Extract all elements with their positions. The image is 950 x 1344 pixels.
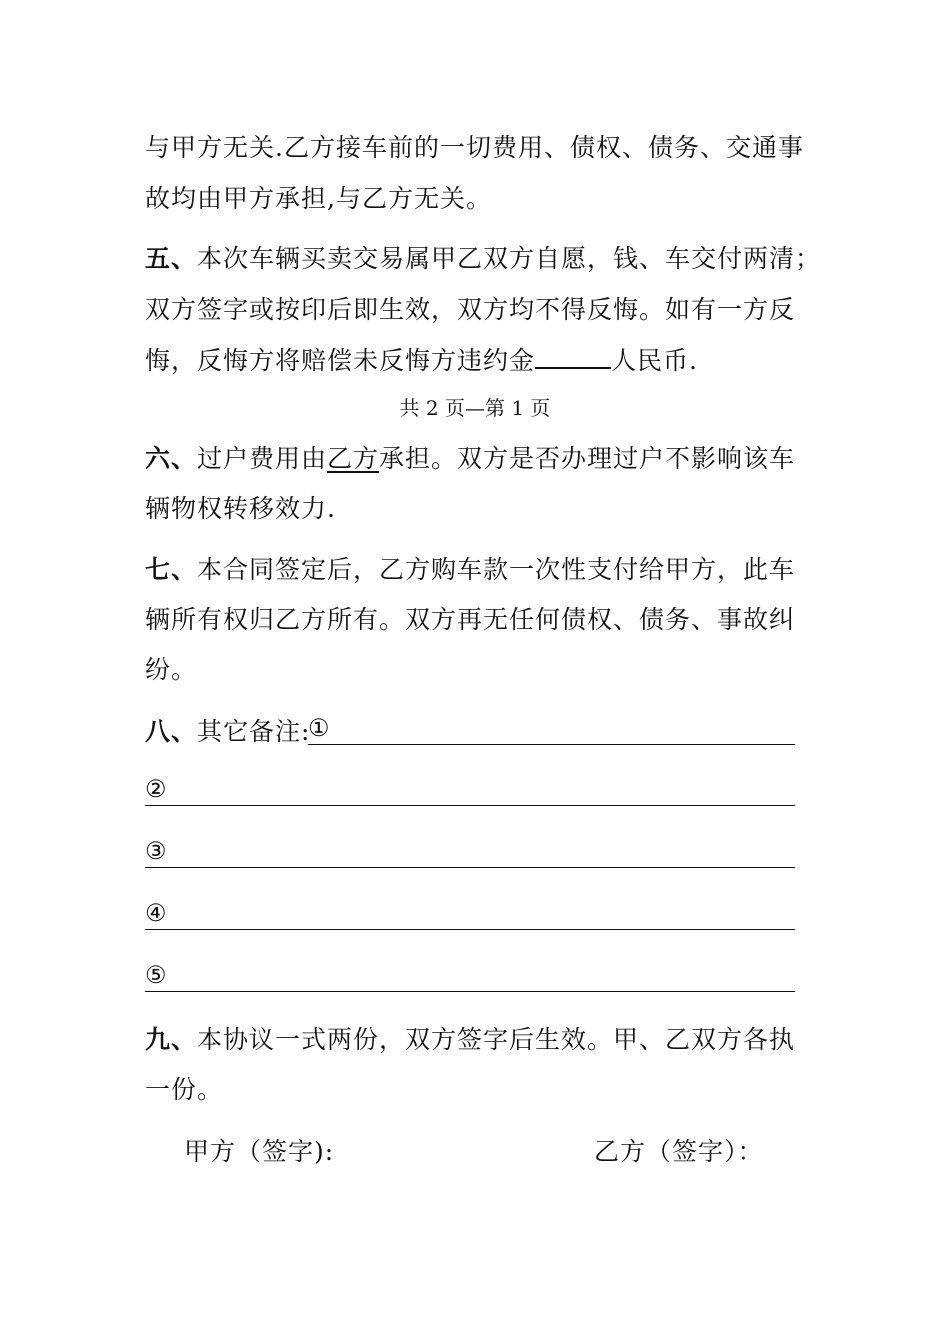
- page-number-footer: 共 2 页—第 1 页: [399, 396, 551, 420]
- note-rule-2: [145, 805, 795, 806]
- clause-6-text-1b: 承担。双方是否办理过户不影响该车: [379, 444, 796, 473]
- clause-5-number: 五、: [145, 244, 198, 273]
- penalty-amount-blank: [535, 345, 611, 369]
- note-row-3: [145, 836, 795, 868]
- clause-6-underlined-party: 乙方: [327, 444, 380, 473]
- clause-6-line-2: 辆物权转移效力.: [145, 494, 336, 523]
- clause-9-line-1: [145, 1025, 795, 1055]
- clause-6-line-1: [145, 444, 795, 474]
- note-row-4: [145, 898, 795, 930]
- clause-6-number: 六、: [145, 444, 198, 473]
- clause-7-line-3: 纷。: [145, 655, 198, 684]
- clause-5-line-1: [145, 244, 821, 274]
- clause-6-text-1a: 过户费用由: [197, 444, 328, 473]
- note-marker-5: ⑤: [145, 961, 167, 989]
- note-row-1: [308, 713, 795, 745]
- clause-8-number: 八、: [145, 717, 198, 746]
- clause-5-line-2: 双方签字或按印后即生效，双方均不得反悔。如有一方反: [145, 295, 796, 324]
- clause-8-label-line: [145, 717, 310, 747]
- note-marker-1: ①: [308, 714, 330, 742]
- clause-9-line-2: 一份。: [145, 1075, 224, 1104]
- clause-5-text-1: 本次车辆买卖交易属甲乙双方自愿，钱、车交付两清；: [197, 244, 822, 273]
- clause-5-text-3a: 悔，反悔方将赔偿未反悔方违约金: [145, 346, 536, 375]
- clause-4-continued-line-2: 故均由甲方承担,与乙方无关。: [145, 184, 492, 213]
- note-rule-1: [308, 744, 795, 745]
- note-marker-4: ④: [145, 899, 167, 927]
- clause-9-text-1: 本协议一式两份，双方签字后生效。甲、乙双方各执: [197, 1025, 796, 1054]
- clause-7-line-1: [145, 555, 795, 585]
- clause-4-continued-line-1: 与甲方无关.乙方接车前的一切费用、债权、债务、交通事: [145, 133, 804, 162]
- note-rule-4: [145, 929, 795, 930]
- clause-5-text-3b: 人民币.: [611, 346, 698, 375]
- clause-9-number: 九、: [145, 1025, 198, 1054]
- note-marker-3: ③: [145, 837, 167, 865]
- note-marker-2: ②: [145, 775, 167, 803]
- party-a-signature-label: 甲方（签字):: [184, 1137, 335, 1166]
- clause-7-line-2: 辆所有权归乙方所有。双方再无任何债权、债务、事故纠: [145, 605, 796, 634]
- party-b-signature-label: 乙方（签字）：: [594, 1137, 764, 1166]
- note-rule-3: [145, 867, 795, 868]
- clause-7-number: 七、: [145, 555, 198, 584]
- clause-8-label: 其它备注:: [197, 717, 311, 746]
- note-row-2: [145, 774, 795, 806]
- note-row-5: [145, 960, 795, 992]
- clause-7-text-1: 本合同签定后，乙方购车款一次性支付给甲方，此车: [197, 555, 796, 584]
- clause-5-line-3: [145, 345, 698, 376]
- note-rule-5: [145, 991, 795, 992]
